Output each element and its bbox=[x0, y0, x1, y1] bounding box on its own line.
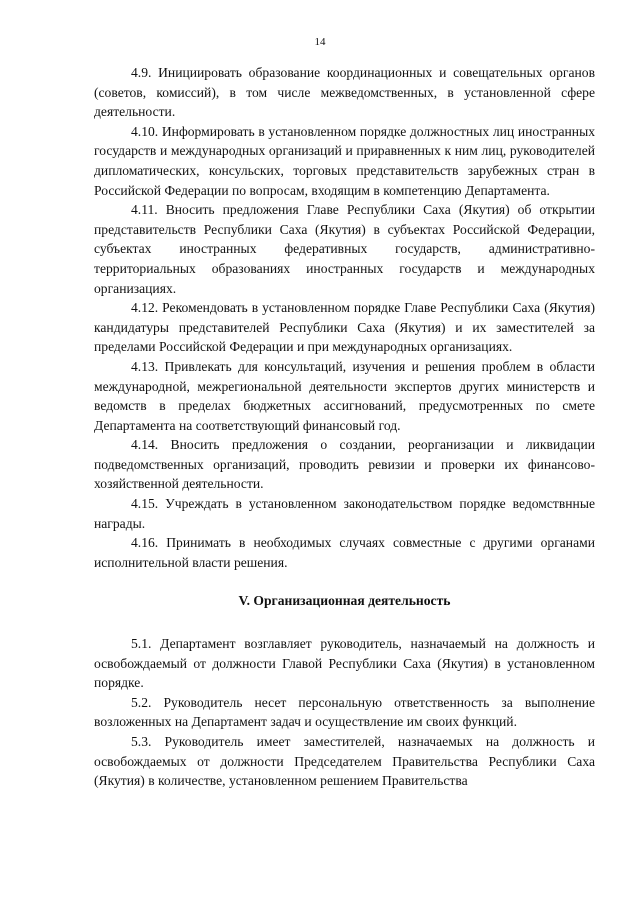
paragraph-4-12: 4.12. Рекомендовать в установленном порядке Главе Республики Саха (Якутия) кандидатуры представителей Республики Саха (Якутия) и их заместителей за пределами Российской Федерации и при международных организациях. bbox=[94, 300, 595, 355]
paragraph-4-10: 4.10. Информировать в установленном порядке должностных лиц иностранных государств и международных организаций и приравненных к ним лиц, руководителей дипломатических, консульских, торговых представительств зарубежных стран в Российской Федерации по вопросам, входящим в компетенцию Департамента. bbox=[94, 123, 595, 198]
paragraph-5-3: 5.3. Руководитель имеет заместителей, назначаемых на должность и освобождаемых от должности Председателем Правительства Республики Саха (Якутия) в количестве, установленном решением Правительства bbox=[94, 734, 595, 789]
paragraph-4-16: 4.16. Принимать в необходимых случаях совместные с другими органами исполнительной власти решения. bbox=[94, 535, 595, 570]
paragraph-4-13: 4.13. Привлекать для консультаций, изучения и решения проблем в области международной, межрегиональной деятельности экспертов других министерств и ведомств в пределах бюджетных ассигнований, предусмотренных по смете Департамента на соответствующий финансовый год. bbox=[94, 358, 595, 433]
paragraph-5-1: 5.1. Департамент возглавляет руководитель, назначаемый на должность и освобождаемый от должности Главой Республики Саха (Якутия) в установленном порядке. bbox=[94, 636, 595, 691]
paragraph-4-11: 4.11. Вносить предложения Главе Республики Саха (Якутия) об открытии представительств Республики Саха (Якутия) в субъектах Российской Федерации, субъектах иностранных федеративных государств, административно-территориальных образованиях иностранных государств и международных организациях. bbox=[94, 202, 595, 296]
paragraph-5-2: 5.2. Руководитель несет персональную ответственность за выполнение возложенных на Департамент задач и осуществление им своих функций. bbox=[94, 694, 595, 730]
paragraph-4-15: 4.15. Учреждать в установленном законодательством порядке ведомствнные награды. bbox=[94, 496, 595, 531]
paragraph-4-14: 4.14. Вносить предложения о создании, реорганизации и ликвидации подведомственных организаций, проводить ревизии и проверки их финансово-хозяйственной деятельности. bbox=[94, 437, 595, 492]
section-heading: V. Организационная деятельность bbox=[238, 593, 451, 609]
page-number: 14 bbox=[314, 36, 326, 48]
document-body bbox=[94, 63, 595, 791]
paragraph-4-9: 4.9. Инициировать образование координационных и совещательных органов (советов, комиссий), в том числе межведомственных, в установленной сфере деятельности. bbox=[94, 65, 595, 120]
